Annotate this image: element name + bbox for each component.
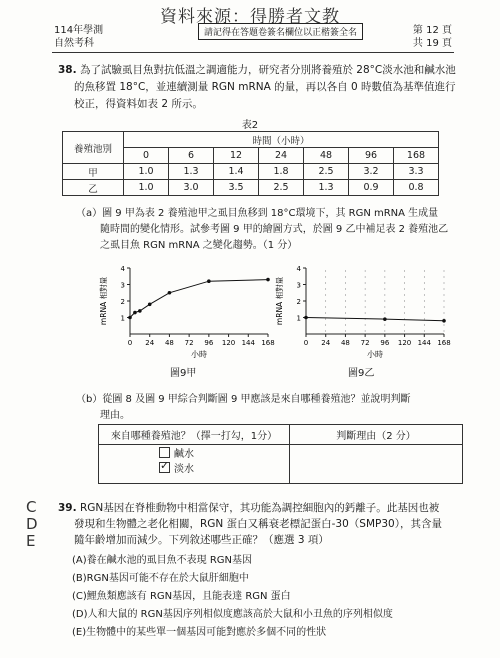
q38-stem-line1: 為了試驗虱目魚對抗低溫之調適能力，研究者分別將養殖於 28°C淡水池和鹹水池	[79, 64, 456, 76]
q38-stem-line3: 校正，得資料如表 2 所示。	[74, 98, 203, 110]
q39-stem	[58, 500, 439, 516]
table-hour-cell: 24	[259, 148, 304, 164]
table-row-header: 養殖池別	[63, 132, 124, 164]
x-tick-label: 48	[164, 339, 174, 347]
table-cell: 1.0	[124, 180, 169, 196]
figure-9b-caption: 圖9乙	[348, 368, 375, 379]
x-axis-label: 小時	[367, 350, 383, 359]
option-e: (E)生物體中的某些單一個基因可能對應於多個不同的性狀	[72, 627, 327, 638]
option-a: (A)養在鹹水池的虱目魚不表現 RGN基因	[72, 555, 252, 566]
y-tick-label: 1	[296, 314, 301, 323]
table-cell: 1.0	[124, 164, 169, 180]
option-salt[interactable]	[159, 447, 283, 462]
q38-number: 38.	[58, 64, 77, 76]
table-row-label: 乙	[63, 180, 124, 196]
table-cell: 3.3	[394, 164, 439, 180]
option-fresh[interactable]	[159, 462, 283, 477]
y-tick-label: 3	[120, 281, 125, 290]
header-divider	[52, 52, 454, 53]
page-total: 共 19 頁	[412, 38, 452, 49]
data-point	[207, 279, 211, 283]
table-cell: 3.5	[214, 180, 259, 196]
reason-cell[interactable]	[290, 445, 463, 484]
x-tick-label: 96	[380, 339, 390, 347]
signature-notice: 請記得在答題卷簽名欄位以正楷簽全名	[198, 23, 363, 40]
table-cell: 0.9	[349, 180, 394, 196]
data-point	[128, 316, 132, 320]
data-point	[442, 319, 446, 323]
q39-number: 39.	[58, 502, 77, 514]
table-cell: 3.2	[349, 164, 394, 180]
option-c: (C)鯉魚類應該有 RGN基因，且能表達 RGN 蛋白	[72, 591, 291, 602]
data-point	[304, 316, 308, 320]
data-point	[168, 291, 172, 295]
y-tick-label: 2	[296, 298, 301, 306]
handwritten-mark: C	[26, 498, 37, 516]
x-tick-label: 24	[145, 339, 155, 347]
y-tick-label: 4	[296, 265, 301, 273]
fresh-checkbox[interactable]	[159, 462, 170, 473]
x-tick-label: 96	[204, 339, 214, 347]
x-tick-label: 144	[417, 339, 431, 347]
figure-9a-caption: 圖9甲	[170, 368, 197, 379]
table-hour-cell: 48	[304, 148, 349, 164]
part-a-line3: 之虱目魚 RGN mRNA 之變化趨勢。（1 分）	[100, 240, 298, 251]
y-tick-label: 2	[120, 298, 125, 306]
table-hour-cell: 6	[169, 148, 214, 164]
q39-stem-line1: RGN基因在脊椎動物中相當保守，其功能為調控細胞內的鈣離子。此基因也被	[79, 502, 440, 514]
answer-col2-header: 判斷理由（2 分）	[290, 425, 463, 445]
table-hour-cell: 168	[394, 148, 439, 164]
table-cell: 0.8	[394, 180, 439, 196]
exam-subject: 自然考科	[54, 38, 94, 49]
x-tick-label: 144	[241, 339, 255, 347]
option-b: (B)RGN基因可能不存在於大鼠肝細胞中	[72, 573, 249, 584]
y-axis-label: mRNA 相對量	[99, 276, 108, 326]
handwritten-mark: D	[26, 515, 38, 533]
table-cell: 2.5	[304, 164, 349, 180]
x-tick-label: 48	[340, 339, 350, 347]
answer-options-cell	[99, 445, 290, 484]
salt-checkbox[interactable]	[159, 447, 170, 458]
x-tick-label: 72	[360, 339, 370, 347]
q39-stem-line3: 隨年齡增加而減少。下列敘述哪些正確？（應選 3 項）	[74, 534, 329, 546]
series-line	[130, 280, 268, 318]
data-point	[133, 311, 137, 315]
header-right	[413, 24, 452, 50]
x-tick-label: 0	[303, 339, 309, 347]
x-tick-label: 72	[184, 339, 194, 347]
table-hour-cell: 12	[214, 148, 259, 164]
exam-year: 114年學測	[54, 25, 104, 36]
x-tick-label: 0	[127, 339, 133, 347]
data-point	[148, 303, 152, 307]
x-tick-label: 168	[261, 339, 275, 347]
q38-stem-line2: 的魚移置 18°C，並連續測量 RGN mRNA 的量，再以各自 0 時數值為基準值進行	[74, 81, 456, 93]
y-tick-label: 1	[120, 314, 125, 323]
data-point	[383, 317, 387, 321]
table-hour-cell: 96	[349, 148, 394, 164]
part-b-line1: （b）從圖 8 及圖 9 甲綜合判斷圖 9 甲應該是來自哪種養殖池？並說明判斷	[76, 394, 411, 405]
table-caption: 表2	[241, 120, 259, 131]
x-tick-label: 24	[321, 339, 331, 347]
part-b-line2: 理由。	[100, 410, 130, 421]
watermark: 資料來源：得勝者文教	[160, 7, 340, 27]
table-cell: 1.3	[304, 180, 349, 196]
handwritten-mark: E	[26, 532, 36, 550]
table-row	[63, 164, 439, 180]
table-cell: 1.8	[259, 164, 304, 180]
answer-table	[98, 424, 463, 484]
table-cell: 1.4	[214, 164, 259, 180]
table-cell: 2.5	[259, 180, 304, 196]
q39-stem-line2: 發現和生物體之老化相關，RGN 蛋白又稱衰老標記蛋白-30（SMP30），其含量	[74, 518, 442, 530]
page-number: 第 12 頁	[412, 25, 452, 36]
data-point	[266, 278, 270, 282]
figure-9a-chart	[96, 262, 276, 360]
salt-label: 鹹水	[174, 449, 194, 460]
data-table	[62, 131, 439, 196]
table-hour-cell: 0	[124, 148, 169, 164]
x-tick-label: 120	[397, 339, 412, 347]
y-axis-label: mRNA 相對量	[275, 276, 284, 326]
answer-col1-header: 來自哪種養殖池？（擇一打勾，1分）	[99, 425, 290, 445]
option-d: (D)人和大鼠的 RGN基因序列相似度應該高於大鼠和小丑魚的序列相似度	[72, 609, 393, 620]
header-left	[54, 24, 103, 50]
y-tick-label: 3	[296, 281, 301, 290]
q38-stem	[58, 62, 456, 78]
part-a-line1: （a）圖 9 甲為表 2 養殖池甲之虱目魚移到 18°C環境下，其 RGN mRNA 生成量	[76, 208, 439, 219]
series-line	[306, 318, 444, 321]
table-row	[63, 180, 439, 196]
part-a-line2: 隨時間的變化情形。試參考圖 9 甲的繪圖方式，於圖 9 乙中補足表 2 養殖池乙	[100, 224, 449, 235]
x-axis-label: 小時	[191, 350, 207, 359]
y-tick-label: 4	[120, 265, 125, 273]
figure-9b-chart	[272, 262, 452, 360]
table-row-label: 甲	[63, 164, 124, 180]
data-point	[138, 309, 142, 313]
table-cell: 3.0	[169, 180, 214, 196]
table-cell: 1.3	[169, 164, 214, 180]
fresh-label: 淡水	[174, 464, 194, 475]
x-tick-label: 120	[221, 339, 236, 347]
x-tick-label: 168	[437, 339, 451, 347]
table-col-header: 時間（小時）	[124, 132, 439, 148]
